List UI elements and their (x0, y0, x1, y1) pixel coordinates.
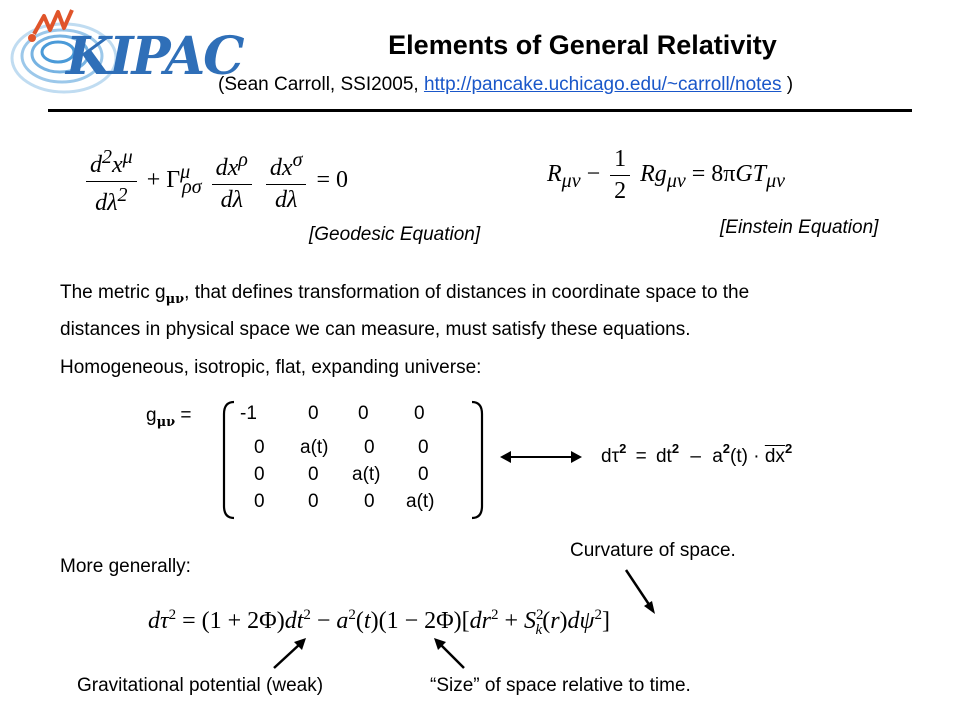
matrix-cell: 0 (308, 491, 319, 512)
metric-line-2: distances in physical space we can measure, must satisfy these equations. (60, 319, 691, 340)
matrix-cell: 0 (254, 464, 265, 485)
subtitle-suffix: ) (781, 74, 794, 95)
matrix-cell: 0 (254, 437, 265, 458)
double-arrow-icon (500, 448, 582, 466)
matrix-cell: 0 (364, 437, 375, 458)
size-label: “Size” of space relative to time. (430, 675, 691, 696)
matrix-cell: 0 (308, 403, 319, 424)
geodesic-caption: [Geodesic Equation] (309, 224, 481, 245)
geodesic-equation: $\frac{d^2x^\mu}{d\lambda^2}$ + $\Gamma^\mu_{\rho\sigma}$ $\frac{dx^\rho}{d\lambda}$ $\frac{dx^\sigma}{d\lambda}$ = 0 (82, 146, 348, 217)
einstein-equation: $R_{\mu\nu}$ − $\frac{1}{2}$ $Rg_{\mu\nu} = 8\pi GT_{\mu\nu}$ (547, 146, 785, 204)
size-arrow-icon (430, 636, 470, 672)
metric-description (60, 278, 930, 345)
slide-title: Elements of General Relativity (388, 30, 777, 60)
subtitle-prefix: (Sean Carroll, SSI2005, (218, 74, 424, 95)
matrix-row (236, 403, 456, 437)
metric-line-1: The metric $g_{\mu\nu}$, that defines transformation of distances in coordinate space to the (60, 282, 750, 307)
metric-matrix (236, 403, 456, 518)
notes-link[interactable]: http://pancake.uchicago.edu/~carroll/notes (423, 74, 782, 95)
general-metric-equation: $d\tau^2 = (1 + 2\Phi)dt^2 - a^2(t)(1 - 2\Phi)[dr^2 + S^2_k(r)d\psi^2]$ (148, 607, 610, 638)
matrix-cell: 0 (358, 403, 369, 424)
g-label: $g_{\mu\nu}$ = (146, 405, 192, 430)
matrix-cell: 0 (254, 491, 265, 512)
matrix-cell: 0 (364, 491, 375, 512)
logo-wordmark: KIPAC (66, 26, 243, 87)
curvature-arrow-icon (620, 566, 660, 616)
matrix-cell: a(t) (406, 491, 435, 512)
matrix-row (236, 437, 456, 464)
curvature-label: Curvature of space. (570, 540, 736, 561)
matrix-cell: 0 (418, 437, 429, 458)
einstein-caption: [Einstein Equation] (720, 217, 879, 238)
general-heading: More generally: (60, 556, 191, 577)
potential-label: Gravitational potential (weak) (77, 675, 324, 696)
matrix-cell: a(t) (300, 437, 329, 458)
slide-subtitle (218, 74, 793, 96)
matrix-cell: 0 (308, 464, 319, 485)
title-divider (48, 109, 912, 112)
matrix-cell: -1 (240, 403, 257, 424)
matrix-cell: 0 (414, 403, 425, 424)
matrix-cell: 0 (418, 464, 429, 485)
potential-arrow-icon (270, 636, 310, 672)
line-element: $d\tau^2 = dt^2 - a^2(t) \cdot \overline{dx}^2$ (601, 441, 793, 467)
homogeneous-heading: Homogeneous, isotropic, flat, expanding universe: (60, 357, 482, 378)
matrix-row (236, 464, 456, 491)
matrix-cell: a(t) (352, 464, 381, 485)
matrix-row (236, 491, 456, 518)
